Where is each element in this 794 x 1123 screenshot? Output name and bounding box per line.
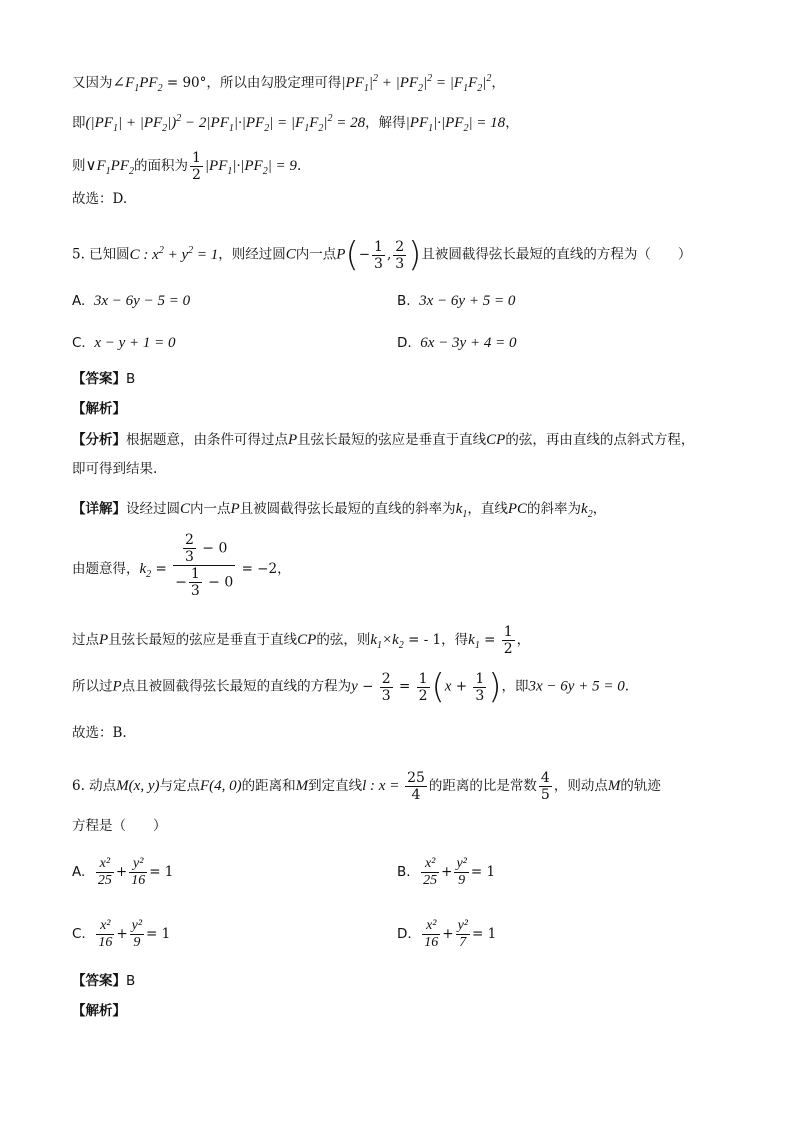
fraction bbox=[421, 856, 439, 889]
text: 的距离和 bbox=[241, 778, 296, 794]
numerator: x² bbox=[96, 918, 114, 935]
denominator: 16 bbox=[131, 873, 146, 888]
fraction: $\frac{1}{3}$ bbox=[475, 670, 485, 704]
q5-answer bbox=[72, 373, 135, 387]
q6-answer bbox=[72, 975, 135, 989]
text: 5. 已知圆 bbox=[72, 246, 130, 263]
option-letter: C. bbox=[72, 335, 86, 351]
text: 内一点 bbox=[295, 246, 337, 263]
q5-fenxi-cont: 即可得到结果. bbox=[72, 461, 158, 477]
q5-detail-1: 【详解】设经过圆C内一点P且被圆截得弦长最短的直线的斜率为$k_1$，直线PC的斜率为$k_2$， bbox=[72, 501, 607, 520]
q5-option-b[interactable] bbox=[397, 293, 515, 310]
q5-option-c[interactable] bbox=[72, 335, 176, 352]
fraction bbox=[454, 856, 468, 889]
numerator: x² bbox=[421, 856, 439, 873]
text: 6. 动点 bbox=[72, 778, 117, 794]
text: 且被圆截得弦长最短的直线的方程为（ ） bbox=[421, 246, 692, 263]
text: 到定直线 bbox=[308, 778, 363, 794]
option-letter: B. bbox=[397, 293, 411, 309]
option-letter: D. bbox=[397, 335, 412, 351]
text: ，直线 bbox=[467, 501, 508, 517]
option-text: 3x − 6y − 5 = 0 bbox=[93, 293, 191, 309]
text: 又因为 bbox=[72, 75, 113, 91]
denominator: 25 bbox=[423, 873, 438, 888]
text: 由题意得， bbox=[72, 561, 140, 577]
fraction: $\frac{1}{2}$ bbox=[503, 624, 513, 657]
answer-value: B bbox=[126, 371, 136, 387]
option-letter: A. bbox=[72, 293, 86, 309]
q5-final: 故选：B. bbox=[72, 725, 127, 741]
text: 且弦长最短的弦应是垂直于直线 bbox=[108, 632, 298, 648]
q6-option-a[interactable]: A. $\frac{\text{x²}}{25}$ + $\frac{\text{y²}}{16}$ = 1 bbox=[72, 856, 174, 888]
fraction: $\frac{1}{3}$ bbox=[374, 238, 383, 272]
continuation-answer: 故选：D. bbox=[72, 191, 128, 207]
fraction bbox=[96, 918, 114, 951]
text: 的弦，则 bbox=[316, 632, 371, 648]
q6-stem-line2: 方程是（ ） bbox=[72, 818, 167, 834]
fraction: $\frac{2}{3}$ − 0 − $\frac{1}{3}$ − 0 bbox=[175, 532, 234, 599]
q5-detail-4: 所以过P点且被圆截得弦长最短的直线的方程为y − $\frac{2}{3}$ = $\frac{1}{2}$ (x + $\frac{1}{3}$ )，即3x − 6y + 5 = 0. bbox=[72, 667, 630, 707]
q6-option-b[interactable]: B. $\frac{\text{x²}}{25}$ + $\frac{\text{y²}}{9}$ = 1 bbox=[397, 856, 496, 888]
numerator: x² bbox=[422, 918, 440, 935]
q5-option-a[interactable] bbox=[72, 293, 190, 310]
text: 设经过圆 bbox=[126, 501, 180, 517]
text: ，则经过圆 bbox=[218, 246, 286, 263]
numerator: y² bbox=[131, 918, 143, 933]
analysis-tag: 【解析】 bbox=[72, 1003, 126, 1019]
q5-analysis-tag bbox=[72, 403, 126, 417]
text: 过点 bbox=[72, 632, 99, 648]
text: ，得 bbox=[441, 632, 469, 648]
q6-option-d[interactable]: D. $\frac{\text{x²}}{16}$ + $\frac{\text{y²}}{7}$ = 1 bbox=[397, 918, 497, 950]
option-letter: C. bbox=[72, 926, 86, 942]
text: ，即 bbox=[501, 678, 529, 695]
text: ，则动点 bbox=[553, 778, 608, 794]
text: ，解得 bbox=[365, 115, 406, 131]
answer-tag: 【答案】 bbox=[72, 371, 126, 387]
fraction bbox=[456, 918, 470, 951]
q5-stem: 5. 已知圆C : $x^2 + y^2 = 1$，则经过圆C内一点P(− $\frac{1}{3}$ , $\frac{2}{3}$ )且被圆截得弦长最短的直线的方程为（ ） bbox=[72, 235, 692, 275]
denominator: 25 bbox=[97, 873, 112, 888]
denominator: 9 bbox=[133, 935, 141, 950]
detail-tag: 【详解】 bbox=[72, 501, 126, 517]
analysis-tag: 【解析】 bbox=[72, 401, 126, 417]
fenxi-tag: 【分析】 bbox=[72, 432, 126, 448]
fraction: $\frac{2}{3}$ bbox=[381, 670, 391, 704]
fraction bbox=[130, 918, 144, 951]
numerator: x² bbox=[96, 856, 114, 873]
text: 且弦长最短的弦应是垂直于直线 bbox=[297, 432, 487, 448]
text: 与定点 bbox=[159, 778, 200, 794]
text: 的弦，再由直线的点斜式方程， bbox=[505, 432, 695, 448]
denominator: 7 bbox=[459, 935, 467, 950]
fraction: $\frac{1}{2}$ bbox=[191, 150, 201, 183]
q6-stem: 6. 动点M(x, y)与定点F(4, 0)的距离和M到定直线l : x = $\frac{25}{4}$ 的距离的比是常数 $\frac{4}{5}$ ，则动点M的轨迹 bbox=[72, 770, 661, 803]
numerator: y² bbox=[129, 856, 147, 873]
fraction: $\frac{2}{3}$ bbox=[395, 238, 405, 272]
denominator: 16 bbox=[98, 935, 113, 950]
text: 则 bbox=[72, 158, 86, 174]
text: 的斜率为 bbox=[527, 501, 582, 517]
q6-analysis-tag bbox=[72, 1005, 126, 1019]
q5-fenxi: 【分析】根据题意，由条件可得过点P且弦长最短的弦应是垂直于直线CP的弦，再由直线的点斜式方程， bbox=[72, 432, 695, 448]
text: 内一点 bbox=[190, 501, 231, 517]
fraction: $\frac{25}{4}$ bbox=[407, 770, 425, 803]
text: 根据题意，由条件可得过点 bbox=[126, 432, 288, 448]
fraction bbox=[422, 918, 440, 951]
denominator: 16 bbox=[424, 935, 439, 950]
text: ，所以由勾股定理可得 bbox=[206, 75, 342, 91]
answer-value: B bbox=[126, 973, 136, 989]
text: 所以过 bbox=[72, 678, 113, 695]
continuation-line-2: 即$(|PF_1| + |PF_2|)^2 - 2|PF_1|\cdot|PF_2| = |F_1F_2|^2 = 28$，解得$|PF_1|\cdot|PF_2| = 18$， bbox=[72, 113, 519, 134]
denominator: 9 bbox=[458, 873, 466, 888]
option-letter: D. bbox=[397, 926, 412, 942]
option-letter: A. bbox=[72, 864, 86, 880]
text: 点且被圆截得弦长最短的直线的方程为 bbox=[121, 678, 352, 695]
continuation-line-3: 则$\vee F_1PF_2$的面积为 $\frac{1}{2}$ $|PF_1|\cdot|PF_2| = 9$. bbox=[72, 150, 302, 183]
fraction: $\frac{4}{5}$ bbox=[540, 770, 550, 803]
option-text: 3x − 6y + 5 = 0 bbox=[419, 293, 516, 309]
fraction bbox=[129, 856, 147, 889]
text: 的轨迹 bbox=[620, 778, 661, 794]
q5-option-d[interactable] bbox=[397, 335, 516, 352]
q6-option-c[interactable]: C. $\frac{\text{x²}}{16}$ + $\frac{\text{y²}}{9}$ = 1 bbox=[72, 918, 171, 950]
option-text: x − y + 1 = 0 bbox=[94, 335, 176, 351]
text: 且被圆截得弦长最短的直线的斜率为 bbox=[239, 501, 456, 517]
option-letter: B. bbox=[397, 864, 411, 880]
text: 的距离的比是常数 bbox=[428, 778, 537, 794]
numerator: y² bbox=[456, 856, 467, 871]
continuation-line-1: 又因为$\angle F_1PF_2 = 90^\circ$，所以由勾股定理可得$|PF_1|^2 + |PF_2|^2 = |F_1F_2|^2$， bbox=[72, 73, 505, 94]
fraction: $\frac{1}{2}$ bbox=[418, 670, 428, 704]
fraction bbox=[96, 856, 114, 889]
text: 的面积为 bbox=[133, 158, 188, 174]
text: ， bbox=[592, 501, 607, 517]
text: 即 bbox=[72, 115, 86, 131]
q5-detail-2: 由题意得，$k_2$ = $\frac{2}{3}$ − 0 − $\frac{1}{3}$ − 0 = −2， bbox=[72, 532, 291, 599]
option-text: 6x − 3y + 4 = 0 bbox=[420, 335, 517, 351]
q5-detail-3: 过点P且弦长最短的弦应是垂直于直线CP的弦，则$k_1\times k_2$ = - 1，得$k_1$ = $\frac{1}{2}$ ， bbox=[72, 624, 531, 657]
answer-tag: 【答案】 bbox=[72, 973, 126, 989]
numerator: y² bbox=[457, 918, 469, 933]
